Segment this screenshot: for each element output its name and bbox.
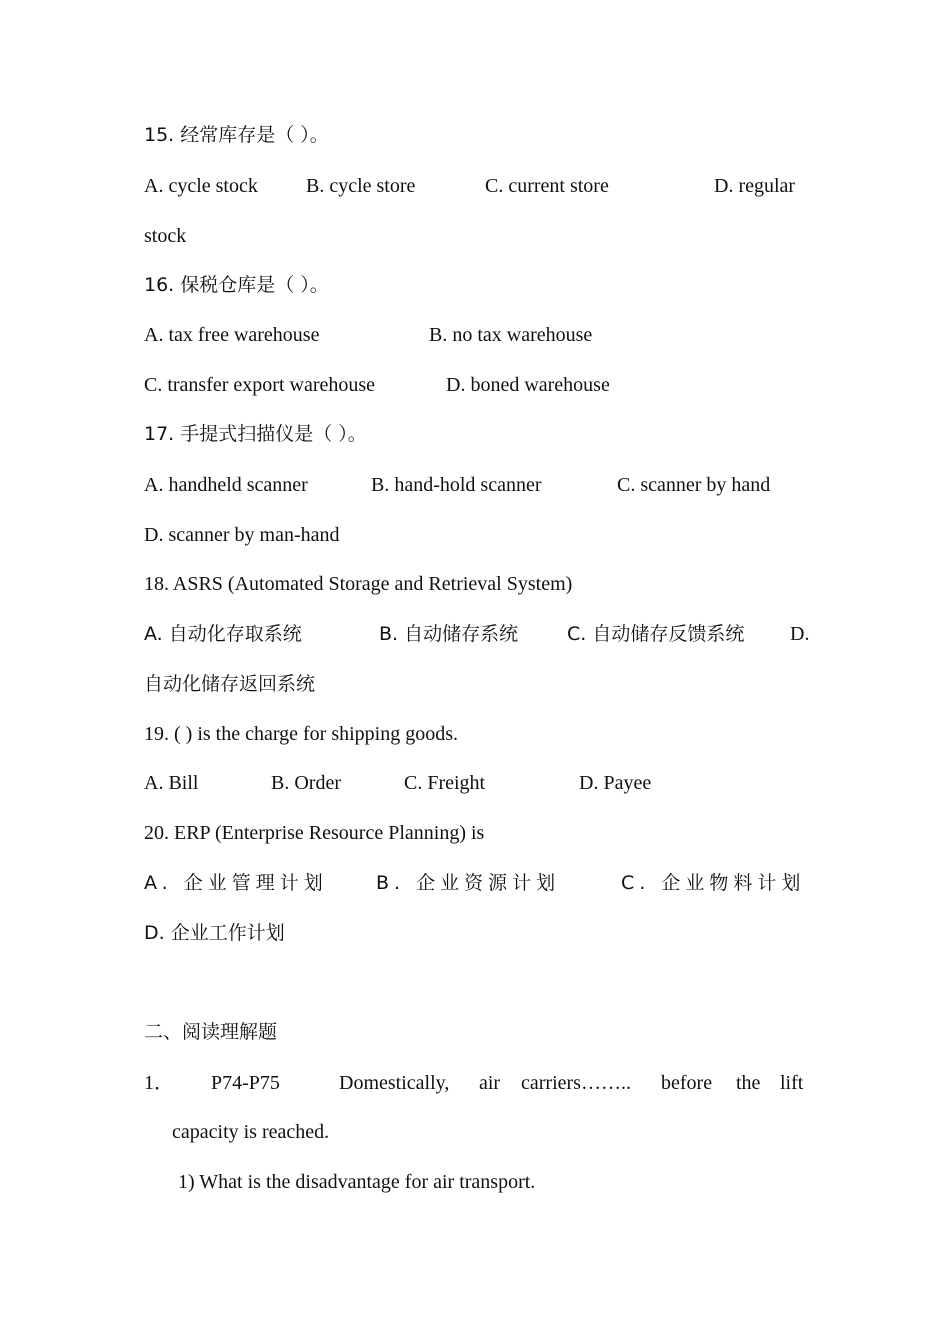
q18-option-b: B. 自动储存系统 <box>379 623 519 645</box>
q18-option-d-label: D. <box>790 623 810 645</box>
reading-item-1-word-2: air <box>479 1072 501 1094</box>
reading-item-1-word-3: carriers…….. <box>521 1072 631 1094</box>
q18-option-d-text: 自动化储存返回系统 <box>144 673 316 695</box>
question-19-stem: 19. ( ) is the charge for shipping goods. <box>144 723 459 745</box>
reading-item-1-word-1: Domestically, <box>339 1072 450 1094</box>
q17-option-c: C. scanner by hand <box>617 474 771 496</box>
q18-option-a: A. 自动化存取系统 <box>144 623 302 645</box>
reading-item-1-question-1: 1) What is the disadvantage for air transport. <box>178 1171 536 1193</box>
q16-option-c: C. transfer export warehouse <box>144 374 376 396</box>
q15-option-a: A. cycle stock <box>144 175 258 197</box>
question-18-stem: 18. ASRS (Automated Storage and Retrieval System) <box>144 573 573 595</box>
section-title: 二、阅读理解题 <box>144 1021 278 1043</box>
q15-option-b: B. cycle store <box>306 175 416 197</box>
q20-option-b: B. 企业资源计划 <box>376 872 561 894</box>
q15-option-c: C. current store <box>485 175 609 197</box>
q17-option-b: B. hand-hold scanner <box>371 474 542 496</box>
q20-option-a: A. 企业管理计划 <box>144 872 328 894</box>
q16-option-b: B. no tax warehouse <box>429 324 593 346</box>
reading-item-1-continuation: capacity is reached. <box>172 1121 330 1143</box>
q19-option-c: C. Freight <box>404 772 486 794</box>
q16-option-a: A. tax free warehouse <box>144 324 320 346</box>
q19-option-d: D. Payee <box>579 772 652 794</box>
reading-item-1-number: 1． <box>144 1072 174 1094</box>
q20-option-d: D. 企业工作计划 <box>144 922 285 944</box>
q16-option-d: D. boned warehouse <box>446 374 610 396</box>
q18-option-c: C. 自动储存反馈系统 <box>567 623 745 645</box>
reading-item-1-pages: P74-P75 <box>211 1072 280 1094</box>
question-16-stem: 16. 保税仓库是（ ）。 <box>144 274 329 296</box>
question-17-stem: 17. 手提式扫描仪是（ ）。 <box>144 423 367 445</box>
q19-option-a: A. Bill <box>144 772 199 794</box>
question-20-stem: 20. ERP (Enterprise Resource Planning) is <box>144 822 485 844</box>
q15-option-d: D. regular <box>714 175 796 197</box>
reading-item-1-word-6: lift <box>780 1072 804 1094</box>
q20-option-c: C. 企业物料计划 <box>621 872 806 894</box>
q19-option-b: B. Order <box>271 772 341 794</box>
reading-item-1-word-4: before <box>661 1072 713 1094</box>
question-15-stem: 15. 经常库存是（ ）。 <box>144 124 329 146</box>
q17-option-d: D. scanner by man-hand <box>144 524 340 546</box>
reading-item-1-word-5: the <box>736 1072 761 1094</box>
q17-option-a: A. handheld scanner <box>144 474 308 496</box>
q15-option-d-continuation: stock <box>144 225 187 247</box>
